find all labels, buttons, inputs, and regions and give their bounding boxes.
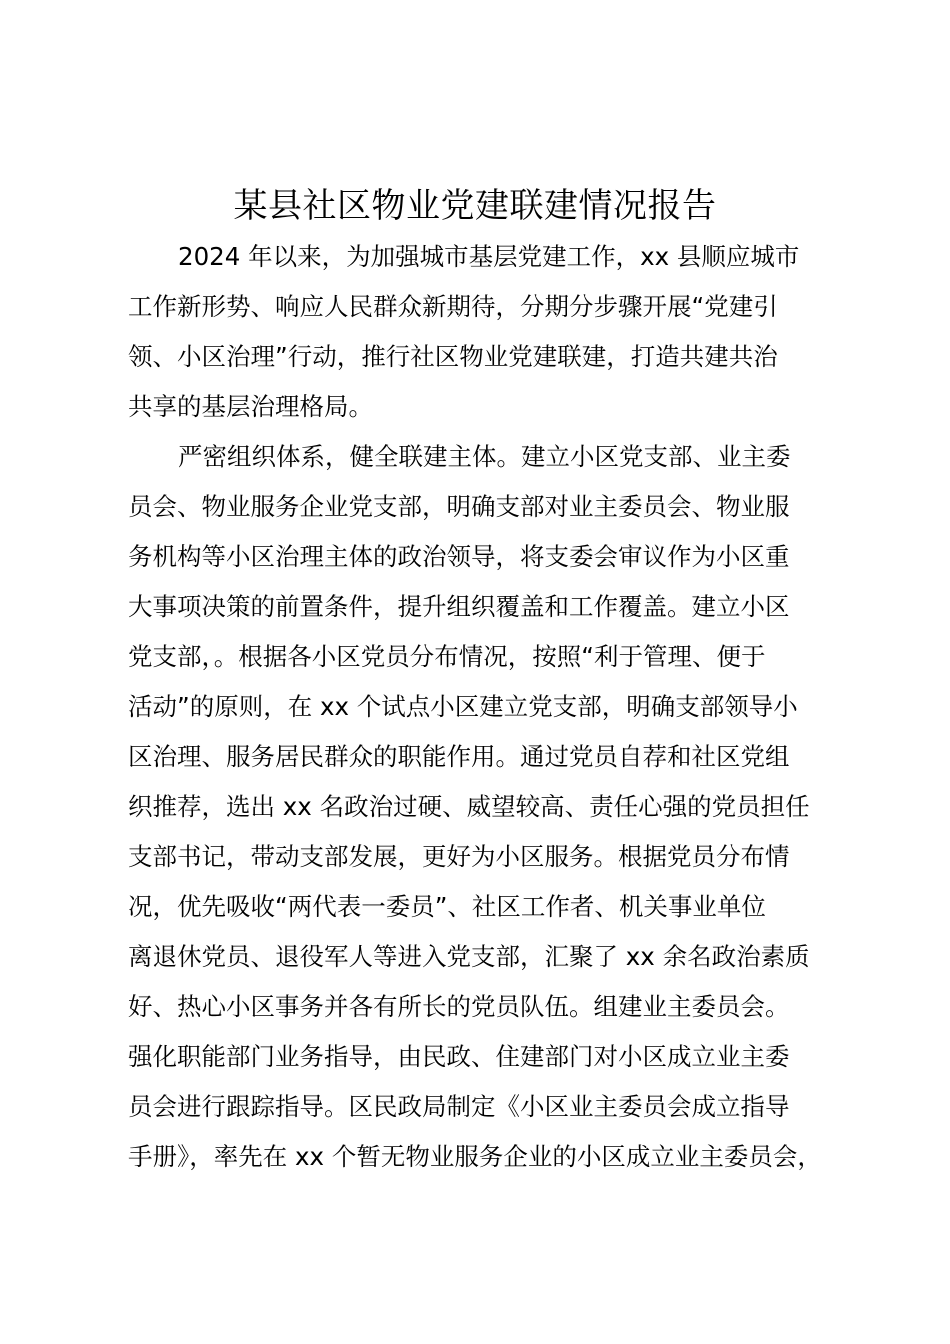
text-line: 区治理、服务居民群众的职能作用。通过党员自荐和社区党组: [128, 742, 790, 771]
document-body: [128, 232, 842, 1182]
text-line: 大事项决策的前置条件，提升组织覆盖和工作覆盖。建立小区: [128, 592, 790, 621]
text-line: 支部书记，带动支部发展，更好为小区服务。根据党员分布情: [128, 842, 790, 871]
document-title: 某县社区物业党建联建情况报告: [233, 186, 717, 226]
text-line: 务机构等小区治理主体的政治领导，将支委会审议作为小区重: [128, 542, 790, 571]
text-line: 强化职能部门业务指导，由民政、住建部门对小区成立业主委: [128, 1042, 790, 1071]
text-line: 党支部，。根据各小区党员分布情况，按照“利于管理、便于: [128, 642, 766, 671]
text-line: 况，优先吸收“两代表一委员”、社区工作者、机关事业单位: [128, 892, 766, 921]
text-line: 好、热心小区事务并各有所长的党员队伍。组建业主委员会。: [128, 992, 790, 1021]
text-line: 手册》，率先在 xx 个暂无物业服务企业的小区成立业主委员会，: [128, 1142, 822, 1171]
text-line: 活动”的原则，在 xx 个试点小区建立党支部，明确支部领导小: [128, 692, 798, 721]
text-line: 工作新形势、响应人民群众新期待，分期分步骤开展“党建引: [128, 292, 778, 321]
text-line: 2024 年以来，为加强城市基层党建工作，xx 县顺应城市: [178, 242, 800, 271]
text-line: 织推荐，选出 xx 名政治过硬、威望较高、责任心强的党员担任: [128, 792, 810, 821]
text-line: 领、小区治理”行动，推行社区物业党建联建，打造共建共治: [128, 342, 778, 371]
text-line: 员会、物业服务企业党支部，明确支部对业主委员会、物业服: [128, 492, 790, 521]
text-line: 离退休党员、退役军人等进入党支部，汇聚了 xx 余名政治素质: [128, 942, 810, 971]
text-line: 严密组织体系，健全联建主体。建立小区党支部、业主委: [178, 442, 791, 471]
text-line: 员会进行跟踪指导。区民政局制定《小区业主委员会成立指导: [128, 1092, 790, 1121]
paragraph: [128, 432, 842, 1182]
paragraph: [128, 232, 842, 432]
text-line: 共享的基层治理格局。: [128, 392, 373, 421]
